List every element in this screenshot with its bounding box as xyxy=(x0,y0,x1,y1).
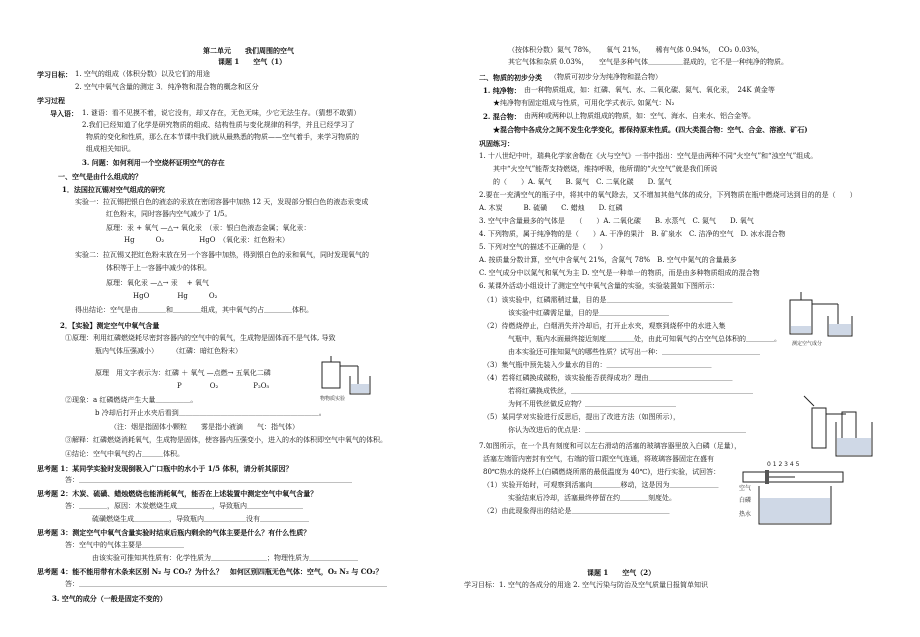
s2-line-7: （注：烟是指固体小颗粒 雾是指小液滴 气：指气体） xyxy=(110,423,299,431)
intro-3: 物质的变化和性质，那么在本节课中我们就从最熟悉的物质——空气着手，来学习物质的 xyxy=(86,133,359,141)
svg-text:物物质实验: 物物质实验 xyxy=(320,396,346,402)
goal-1: 1. 空气的组成（体积分数）以及它们的用途 xyxy=(75,70,210,78)
classification-title: 二、物质的初步分类 xyxy=(479,73,542,82)
question-1: 思考题 1：某同学实验时发现倒吸入广口瓶中的水小于 1/5 体积，请分析其原因？ xyxy=(37,464,293,473)
s2-line-8: ③解释：红磷燃烧消耗氧气，生成物是固体，使容器内压强变小，进入的水的体积即空气中氧气的体积。 xyxy=(65,436,387,444)
s2-line-2: 瓶内气体压强减小） （红磷：暗红色粉末） xyxy=(95,347,242,355)
exercise-6-2: （2）待燃烧停止，白烟消失并冷却后，打开止水夹，观察到烧杯中的水进入集 xyxy=(483,322,726,330)
exercise-6-4c: 为何不用铁丝做反应物？＿＿＿＿＿＿＿＿＿＿＿＿＿ xyxy=(508,400,676,408)
pure-definition: 由一种物质组成，如：红磷、氧气、水、二氧化碳、氮气、氧化汞， 24K 黄金等 xyxy=(524,86,775,94)
piston-apparatus-figure xyxy=(735,458,855,528)
exercise-1a: 1. 十八世纪中叶，瑞典化学家舍勒在《火与空气》一书中指出：空气是由两种不同“火空气”和“浊空气”组成。 xyxy=(479,152,818,160)
intro-label: 导入语： xyxy=(50,109,78,118)
intro-4: 组成相关知识。 xyxy=(86,145,135,153)
exercise-7-2: （2）由此现象得出的结论是＿＿＿＿＿＿＿＿＿＿＿＿＿＿ xyxy=(483,507,670,515)
answer-2b[interactable]: 硫磺燃烧生成＿＿＿＿＿，导致瓶内＿＿＿＿＿＿没有＿＿＿＿＿＿＿ xyxy=(92,515,309,523)
process-label: 学习过程 xyxy=(37,96,65,105)
improved-apparatus-figure xyxy=(800,392,878,462)
scale-label: 0 1 2 3 4 5 xyxy=(767,461,800,468)
goal-label: 学习目标： xyxy=(37,70,72,79)
answer-2a[interactable]: 答：＿＿＿＿，原因：木炭燃烧生成＿＿＿＿＿，导致瓶内＿＿＿＿＿＿＿＿ xyxy=(65,502,303,510)
s2-line-5: ②现象：a 红磷燃烧产生大量＿＿＿＿＿。 xyxy=(65,396,198,404)
lesson-2-title: 课题 1 空气（2） xyxy=(587,568,656,577)
exercise-7a: 7.如图所示，在一个具有刻度和可以左右滑动的活塞的玻璃容器里放入白磷（足量）， xyxy=(479,442,742,450)
formula-2: HgO Hg O₂ xyxy=(133,292,218,300)
s2-line-1: ①原理：利用红磷燃烧耗尽密封容器内的空气中的氧气，生成物是固体而不是气体, 导致 xyxy=(65,334,336,342)
answer-1[interactable]: 答：＿＿＿＿＿＿＿＿＿＿＿＿＿＿＿＿＿＿＿＿＿＿＿＿＿＿＿＿＿＿＿＿＿＿＿＿＿＿＿ xyxy=(65,476,352,484)
exercise-1b: 其中“火空气”能帮支持燃烧，维持呼吸，他所谓的“火空气”就是我们所说 xyxy=(493,165,718,173)
intro-5: 3. 问题：如何利用一个空烧杯证明空气的存在 xyxy=(82,158,225,167)
goal-2: 2. 空气中氧气含量的测定 3．纯净物和混合物的概念和区分 xyxy=(75,83,259,91)
classification-sub: （物质可初步分为纯净物和混合物） xyxy=(550,73,662,81)
svg-text:测定空气成分: 测定空气成分 xyxy=(792,341,823,347)
composition-line-1: （按体积分数）氮气 78%， 氧气 21%， 稀有气体 0.94%， CO₂ 0.03%， xyxy=(508,46,764,54)
intro-1: 1. 谜语：看不见摸不着，说它没有，却又存在，无色无味，少它无法生存。（猜想不敢猜） xyxy=(82,109,361,117)
exercise-6-1b: 该实验中红磷需足量，目的是＿＿＿＿＿＿＿＿＿＿ xyxy=(508,309,669,317)
section-1-title: 一、空气是由什么组成的？ xyxy=(58,172,142,181)
exercise-6-2b: 气瓶中，瓶内水面最终接近刻度＿＿＿＿处，由此可知氧气约占空气总体积的＿＿＿＿。 xyxy=(508,335,781,343)
exp1-line-1: 实验一：拉瓦锡把银白色的液态的汞放在密闭容器中加热 12 天，发现部分银白色的液态汞变成 xyxy=(75,198,369,206)
unit-title: 第二单元 我们周围的空气 xyxy=(203,46,294,55)
hot-water-label: 热水 xyxy=(739,511,752,518)
exercise-title: 巩固练习： xyxy=(479,139,514,148)
exercise-5: 5. 下列对空气的描述不正确的是（ ） xyxy=(479,243,607,251)
exercise-6-1: （1）该实验中，红磷需稍过量，目的是＿＿＿＿＿＿＿＿＿＿＿＿＿＿＿＿＿＿ xyxy=(483,296,733,304)
exercise-6-4: （4）若将红磷换成碳粉，该实验能否获得成功？理由＿＿＿＿＿＿＿＿＿＿＿＿ xyxy=(483,374,733,382)
exercise-6-4b: 若将红磷换成铁丝，＿＿＿＿＿＿＿＿＿＿＿＿＿＿＿＿＿＿＿＿＿＿＿＿＿＿ xyxy=(508,387,753,395)
principle-1: 原理：汞 + 氧气 —△→ 氧化汞 （汞：银白色液态金属；氧化汞： xyxy=(106,224,311,232)
section-1-sub: 1．法国拉瓦锡对空气组成的研究 xyxy=(62,185,165,194)
answer-3a[interactable]: 答：空气中的气体主要是＿＿＿＿＿＿ xyxy=(65,541,184,549)
exercise-2a: 2.要在一充满空气的瓶子中，将其中的氧气除去，又不增加其他气体的成分，下列物质在瓶中燃烧可达到目的的是（ ） xyxy=(479,191,857,199)
question-2: 思考题 2：木炭、硫磺、蜡烛燃烧也能消耗氧气，能否在上述装置中测定空气中氧气含量？ xyxy=(37,489,318,498)
exp1-line-2: 红色粉末，同时容器内空气减少了 1/5。 xyxy=(106,210,232,218)
section-3-title: 3. 空气的成分（一般是固定不变的） xyxy=(52,594,167,603)
phosphorus-label: 白磷 xyxy=(739,497,752,504)
mixture-definition: 由两种或两种以上物质组成的物质，如：空气、海水、自来水、铝合金等。 xyxy=(524,112,755,120)
s2-line-6: b 冷却后打开止水夹后看到＿＿＿＿＿＿＿＿＿＿＿＿＿＿＿＿＿＿＿＿。 xyxy=(95,409,326,417)
exercise-6-2c: 由本实验还可推知氮气的哪些性质？试写出一种：＿＿＿＿＿＿＿＿＿＿＿＿＿＿ xyxy=(508,348,760,356)
air-label: 空气 xyxy=(739,485,752,492)
phosphorus-apparatus-figure xyxy=(780,290,864,348)
lesson-title: 课题 1 空气（1） xyxy=(218,57,287,66)
exercise-1c: 的（ ）A. 氧气 B. 氮气 C. 二氧化碳 D. 氢气 xyxy=(493,178,672,186)
intro-2: 2.我们已经知道了化学是研究物质的组成、结构性质与变化规律的科学，并且已经学习了 xyxy=(82,121,355,129)
mixture-note: ★混合物中各成分之间不发生化学变化，都保持原来性质。(四大类混合物：空气、合金、溶液、矿石) xyxy=(493,125,808,134)
section-2-title: 2．【实验】测定空气中氧气含量 xyxy=(60,321,160,330)
formula-1: Hg O₂ HgO （氧化汞：红色粉末） xyxy=(124,236,289,244)
exercise-6: 6. 某课外活动小组设计了测定空气中氧气含量的实验，实验装置如下图所示： xyxy=(479,282,719,290)
exercise-7-1: （1）实验开始时，可观察到活塞向＿＿＿＿移动，这是因为＿＿＿＿＿＿＿ xyxy=(483,481,719,489)
exercise-7b: 活塞左端管内密封有空气，右端的管口跟空气连通，将玻璃容器固定在盛有 xyxy=(483,455,714,463)
oxygen-apparatus-figure xyxy=(316,354,382,402)
exercise-6-3: （3）集气瓶中预先装入少量水的目的：＿＿＿＿＿＿＿＿＿＿＿＿＿＿＿ xyxy=(483,361,712,369)
pure-label: 1. 纯净物： xyxy=(483,86,521,95)
s2-line-9: ④结论：空气中氧气约占＿＿＿体积。 xyxy=(65,450,184,458)
exercise-3: 3. 空气中含量最多的气体是 （ ）A. 二氧化碳 B. 水蒸气 C. 氮气 D. 氧气 xyxy=(479,217,754,225)
question-4: 思考题 4：能不能用带有木条来区别 N₂ 与 CO₂？为什么？ 如何区别四瓶无色气体：空气，O₂ N₂ 与 CO₂？ xyxy=(37,567,383,576)
exercise-7-1b: 实验结束后冷却，活塞最终停留在约＿＿＿＿刻度处。 xyxy=(508,494,676,502)
exercise-5a: A. 按质量分数计算，空气中含氧气 21%，含氮气 78% B. 空气中氮气的含量最多 xyxy=(479,256,737,264)
exercise-6-5b: 你认为改进后的优点是：＿＿＿＿＿＿＿＿＿＿＿＿＿＿＿＿＿＿＿＿＿＿＿ xyxy=(508,426,746,434)
composition-line-2: 其它气体和杂质 0.03%， 空气是多种气体＿＿＿＿＿混成的，它不是一种纯净的物质。 xyxy=(508,58,788,66)
exp2-line-1: 实验二：拉瓦锡又把红色粉末放在另一个容器中加热，得到银白色的汞和氧气，同时发现氧气的 xyxy=(75,251,369,259)
question-3: 思考题 3：测定空气中氧气含量实验时结束后瓶内剩余的气体主要是什么？有什么性质？ xyxy=(37,528,311,537)
exp2-line-2: 体积等于上一容器中减少的体积。 xyxy=(106,264,211,272)
exercise-6-5: （5）某同学对实验进行反思后，提出了改进方法（如图所示）， xyxy=(483,413,680,421)
s2-line-3: 原理 用文字表示为：红磷 ＋ 氧气 —点燃→ 五氧化二磷 xyxy=(95,369,271,377)
conclusion: 得出结论：空气是由＿＿＿＿和＿＿＿＿组成，其中氧气约占＿＿＿＿体积。 xyxy=(75,306,313,314)
answer-3b[interactable]: 由该实验可推知其性质有：化学性质为＿＿＿＿＿＿＿＿；物理性质为＿＿＿＿＿＿＿ xyxy=(92,554,358,562)
exercise-5b: C. 空气成分中以氮气和氧气为主 D. 空气是一种单一的物质，而是由多种物质组成的混合物 xyxy=(479,269,760,277)
lesson-2-goal: 学习目标：1. 空气的各成分的用途 2. 空气污染与防治及空气质量日报简单知识 xyxy=(464,581,709,589)
s2-line-4: P O₂ P₂O₅ xyxy=(177,382,270,390)
exercise-2b: A. 木炭 B. 硫磺 C. 蜡烛 D. 红磷 xyxy=(479,204,623,212)
answer-4[interactable]: 答：＿＿＿＿＿＿＿＿＿＿＿＿＿＿＿＿＿＿＿＿＿＿＿＿＿＿＿＿＿＿＿＿＿＿＿＿＿＿＿＿＿＿＿＿ xyxy=(65,580,387,588)
mixture-label: 2. 混合物： xyxy=(483,112,521,121)
exercise-4: 4. 下列物质，属于纯净物的是（ ）A. 干净的果汁 B. 矿泉水 C. 洁净的空气 D. 冰水混合物 xyxy=(479,230,786,238)
pure-note: ★纯净物有固定组成与性质，可用化学式表示, 如氮气：N₂ xyxy=(493,99,675,107)
principle-2: 原理：氧化汞 —△→ 汞 + 氧气 xyxy=(106,279,210,287)
exercise-7c: 80℃热水的烧杯上(白磷燃烧所需的最低温度为 40℃)，进行实验，试回答： xyxy=(483,468,721,476)
